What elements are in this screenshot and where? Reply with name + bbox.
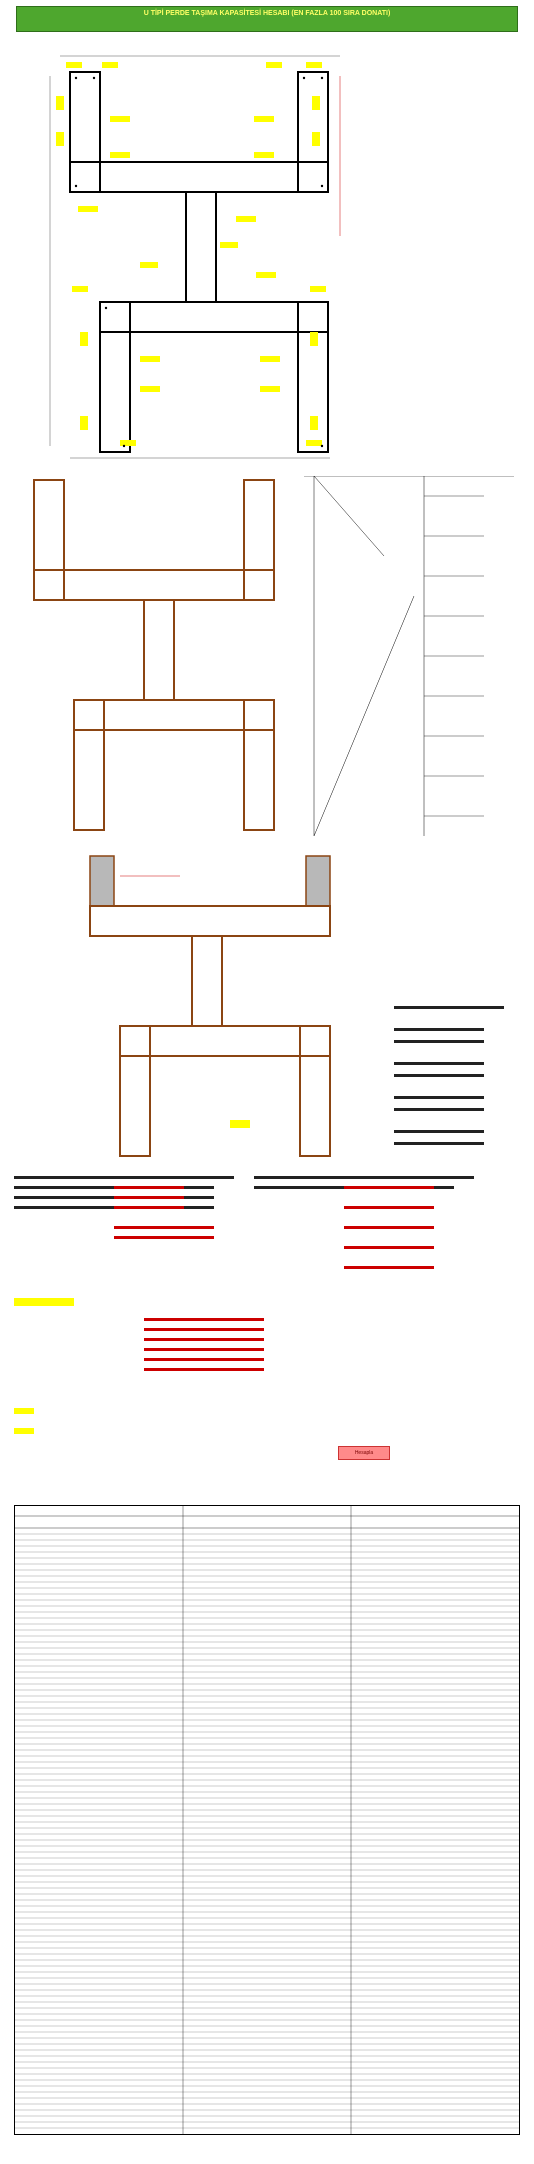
results-panel bbox=[394, 1000, 520, 1160]
section-and-load-diagram bbox=[14, 476, 524, 836]
page-title: U TİPİ PERDE TAŞIMA KAPASİTESİ HESABI (EN FAZLA 100 SIRA DONATI) bbox=[143, 10, 391, 17]
calculation-table bbox=[14, 1505, 520, 2135]
stress-section-drawing bbox=[80, 840, 400, 1170]
checks-block bbox=[14, 1172, 520, 1442]
calculate-button[interactable]: Hesapla bbox=[338, 1446, 390, 1460]
title-banner bbox=[16, 6, 518, 32]
wall-plan-drawing bbox=[10, 36, 524, 466]
